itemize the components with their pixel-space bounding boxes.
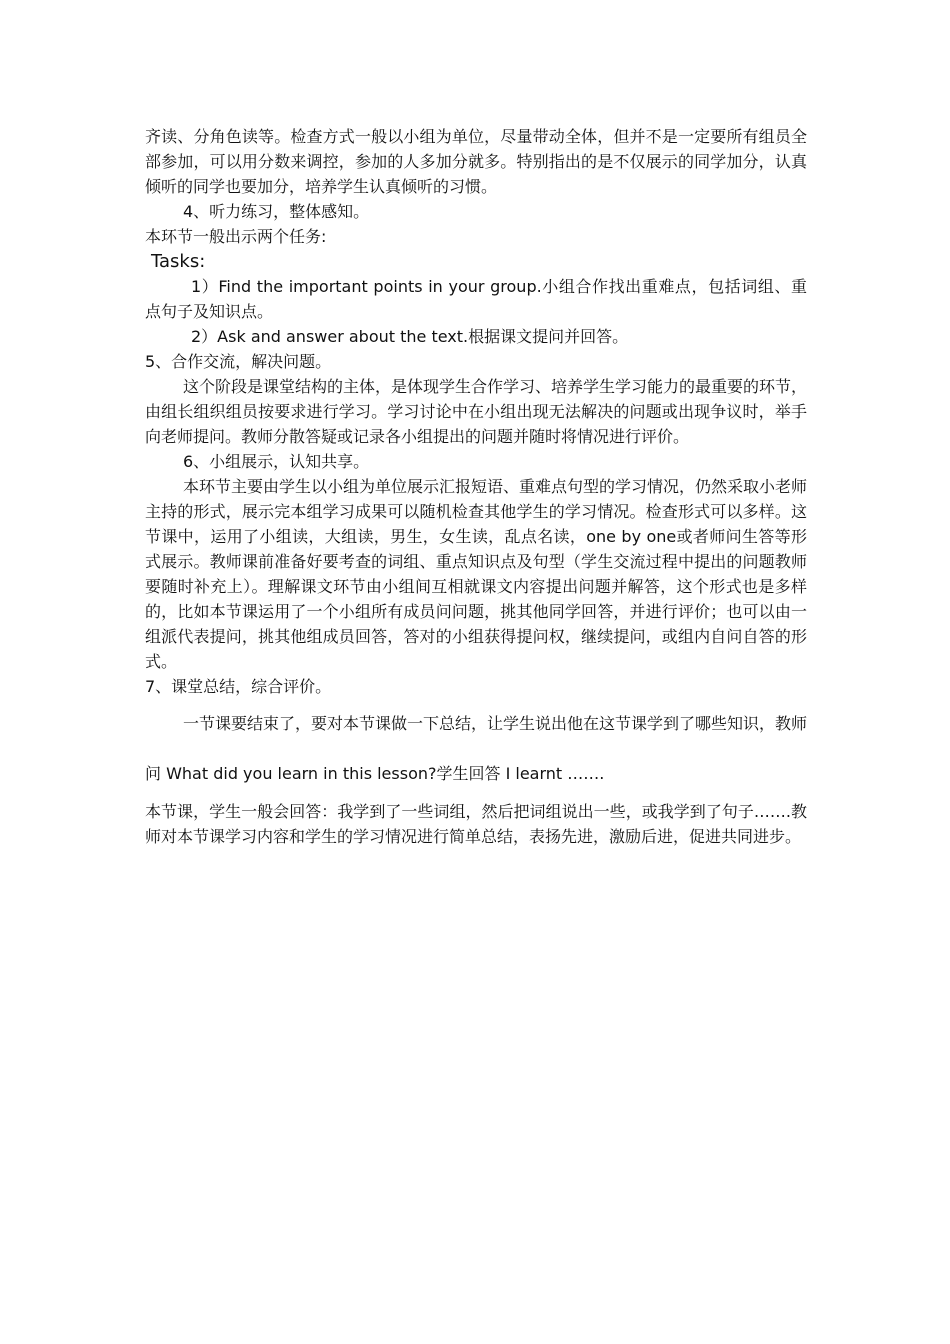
paragraph-summary: 一节课要结束了，要对本节课做一下总结，让学生说出他在这节课学到了哪些知识，教师问 What did you learn in this lesson?学生回答 I learnt ……. (145, 714, 808, 783)
heading-step-5: 5、合作交流，解决问题。 (145, 352, 332, 371)
task-item-1: 1）Find the important points in your group.小组合作找出重难点，包括词组、重点句子及知识点。 (145, 277, 807, 321)
paragraph-tasks-intro: 本环节一般出示两个任务: (145, 227, 327, 246)
paragraph-cooperation: 这个阶段是课堂结构的主体，是体现学生合作学习、培养学生学习能力的最重要的环节，由组长组织组员按要求进行学习。学习讨论中在小组出现无法解决的问题或出现争议时，举手向老师提问。教师分散答疑或记录各小组提出的问题并随时将情况进行评价。 (145, 377, 808, 446)
heading-step-4: 4、听力练习，整体感知。 (183, 202, 370, 221)
heading-step-7: 7、课堂总结，综合评价。 (145, 677, 332, 696)
paragraph-group-display: 本环节主要由学生以小组为单位展示汇报短语、重难点句型的学习情况，仍然采取小老师主持的形式，展示完本组学习成果可以随机检查其他学生的学习情况。检查形式可以多样。这节课中，运用了小组读，大组读，男生，女生读，乱点名读，one by one或者师问生答等形式展示。教师课前准备好要考查的词组、重点知识点及句型（学生交流过程中提出的问题教师要随时补充上）。理解课文环节由小组间互相就课文内容提出问题并解答，这个形式也是多样的，比如本节课运用了一个小组所有成员问问题，挑其他同学回答，并进行评价；也可以由一组派代表提问，挑其他组成员回答，答对的小组获得提问权，继续提问，或组内自问自答的形式。 (145, 477, 808, 671)
document-body (145, 124, 807, 849)
task-item-2: 2）Ask and answer about the text.根据课文提问并回答。 (191, 327, 629, 346)
heading-step-6: 6、小组展示，认知共享。 (183, 452, 370, 471)
paragraph-reading-methods: 齐读、分角色读等。检查方式一般以小组为单位，尽量带动全体，但并不是一定要所有组员全部参加，可以用分数来调控，参加的人多加分就多。特别指出的是不仅展示的同学加分，认真倾听的同学也要加分，培养学生认真倾听的习惯。 (145, 127, 807, 196)
tasks-label: Tasks: (151, 251, 206, 272)
paragraph-student-answer: 本节课，学生一般会回答：我学到了一些词组，然后把词组说出一些，或我学到了句子…….教师对本节课学习内容和学生的学习情况进行简单总结，表扬先进，激励后进，促进共同进步。 (145, 802, 807, 846)
